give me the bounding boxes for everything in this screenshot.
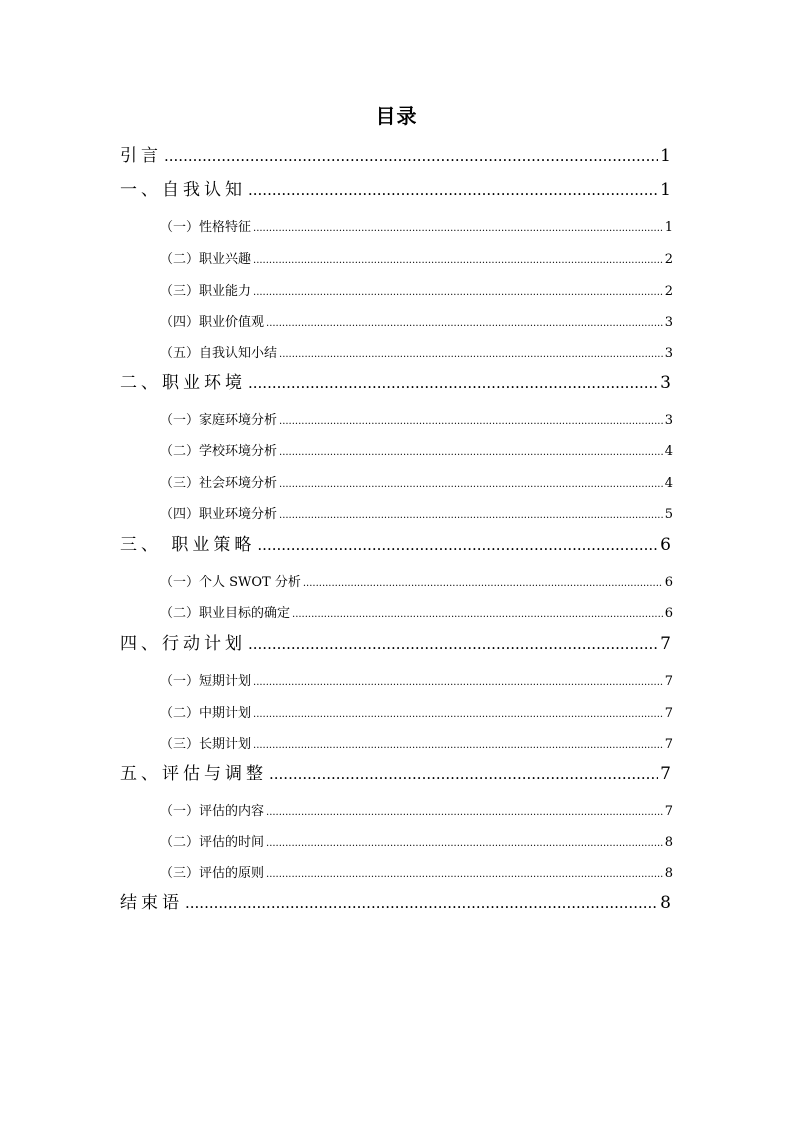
toc-entry-page: 7 bbox=[660, 764, 671, 784]
toc-subentry[interactable] bbox=[160, 831, 673, 850]
toc-dot-leader bbox=[279, 346, 663, 361]
toc-subentry[interactable] bbox=[160, 800, 673, 819]
toc-dot-leader bbox=[266, 866, 663, 881]
toc-subentry[interactable] bbox=[160, 472, 673, 491]
toc-subentry[interactable] bbox=[160, 670, 673, 689]
toc-dot-leader bbox=[266, 835, 663, 850]
toc-entry[interactable] bbox=[120, 368, 671, 393]
toc-entry-label: 引言 bbox=[120, 146, 162, 166]
toc-dot-leader bbox=[253, 706, 663, 721]
toc-entry-label: （一）家庭环境分析 bbox=[160, 413, 278, 428]
toc-dot-leader bbox=[253, 284, 663, 299]
toc-dot-leader bbox=[279, 444, 663, 459]
toc-entry-page: 2 bbox=[664, 284, 673, 299]
toc-entry[interactable] bbox=[120, 530, 671, 555]
toc-entry-label: （四）职业环境分析 bbox=[160, 507, 278, 522]
toc-entry-page: 8 bbox=[660, 893, 671, 913]
toc-dot-leader bbox=[164, 146, 658, 166]
toc-entry-label: （二）学校环境分析 bbox=[160, 444, 278, 459]
toc-subentry[interactable] bbox=[160, 216, 673, 235]
toc-dot-leader bbox=[269, 764, 658, 784]
toc-dot-leader bbox=[248, 180, 658, 200]
toc-subentry[interactable] bbox=[160, 311, 673, 330]
toc-dot-leader bbox=[303, 575, 663, 590]
toc-entry-page: 8 bbox=[664, 835, 673, 850]
toc-subentry[interactable] bbox=[160, 409, 673, 428]
toc-entry-page: 7 bbox=[660, 634, 671, 654]
toc-dot-leader bbox=[185, 893, 658, 913]
toc-entry[interactable] bbox=[120, 175, 671, 200]
toc-entry-label: （一）评估的内容 bbox=[160, 804, 265, 819]
toc-entry[interactable] bbox=[120, 759, 671, 784]
toc-entry-page: 1 bbox=[660, 146, 671, 166]
toc-entry-label: 一、自我认知 bbox=[120, 180, 246, 200]
toc-subentry[interactable] bbox=[160, 503, 673, 522]
toc-entry-page: 2 bbox=[664, 252, 673, 267]
toc-entry[interactable] bbox=[120, 629, 671, 654]
toc-entry-page: 3 bbox=[660, 373, 671, 393]
toc-dot-leader bbox=[248, 634, 658, 654]
toc-entry-label: （五）自我认知小结 bbox=[160, 346, 278, 361]
toc-entry-page: 7 bbox=[664, 706, 673, 721]
toc-dot-leader bbox=[253, 220, 663, 235]
toc-entry-label: （一）个人 SWOT 分析 bbox=[160, 575, 301, 590]
toc-dot-leader bbox=[253, 674, 663, 689]
toc-entry[interactable] bbox=[120, 888, 671, 913]
toc-entry-page: 4 bbox=[664, 444, 673, 459]
toc-dot-leader bbox=[253, 737, 663, 752]
toc-dot-leader bbox=[279, 413, 663, 428]
toc-entry-label: 结束语 bbox=[120, 893, 183, 913]
toc-entry[interactable] bbox=[120, 141, 671, 166]
toc-entry-label: （三）社会环境分析 bbox=[160, 476, 278, 491]
toc-dot-leader bbox=[279, 507, 663, 522]
toc-entry-page: 1 bbox=[664, 220, 673, 235]
toc-entry-label: （三）职业能力 bbox=[160, 284, 252, 299]
toc-dot-leader bbox=[279, 476, 663, 491]
toc-subentry[interactable] bbox=[160, 862, 673, 881]
toc-entry-page: 7 bbox=[664, 737, 673, 752]
toc-entry-page: 6 bbox=[664, 575, 673, 590]
toc-entry-label: （三）评估的原则 bbox=[160, 866, 265, 881]
toc-subentry[interactable] bbox=[160, 702, 673, 721]
toc-entry-page: 7 bbox=[664, 674, 673, 689]
toc-entry-label: 五、评估与调整 bbox=[120, 764, 267, 784]
toc-subentry[interactable] bbox=[160, 248, 673, 267]
toc-dot-leader bbox=[248, 373, 658, 393]
toc-entry-label: （二）职业兴趣 bbox=[160, 252, 252, 267]
toc-entry-page: 6 bbox=[660, 535, 671, 555]
toc-entry-page: 3 bbox=[664, 346, 673, 361]
toc-dot-leader bbox=[253, 252, 663, 267]
toc-entry-label: 三、 职业策略 bbox=[120, 535, 256, 555]
toc-entry-label: （二）职业目标的确定 bbox=[160, 606, 291, 621]
toc-title: 目录 bbox=[375, 104, 418, 128]
toc-entry-label: （二）中期计划 bbox=[160, 706, 252, 721]
toc-entry-page: 5 bbox=[664, 507, 673, 522]
toc-subentry[interactable] bbox=[160, 280, 673, 299]
toc-dot-leader bbox=[292, 606, 663, 621]
toc-entry-page: 8 bbox=[664, 866, 673, 881]
toc-entry-label: （四）职业价值观 bbox=[160, 315, 265, 330]
toc-entry-page: 6 bbox=[664, 606, 673, 621]
toc-entry-label: （三）长期计划 bbox=[160, 737, 252, 752]
toc-subentry[interactable] bbox=[160, 733, 673, 752]
toc-subentry[interactable] bbox=[160, 342, 673, 361]
toc-subentry[interactable] bbox=[160, 571, 673, 590]
toc-entry-page: 3 bbox=[664, 413, 673, 428]
toc-dot-leader bbox=[266, 315, 663, 330]
toc-entry-page: 4 bbox=[664, 476, 673, 491]
toc-entry-label: （一）短期计划 bbox=[160, 674, 252, 689]
toc-entry-page: 7 bbox=[664, 804, 673, 819]
toc-entry-label: （一）性格特征 bbox=[160, 220, 252, 235]
toc-subentry[interactable] bbox=[160, 440, 673, 459]
toc-dot-leader bbox=[257, 535, 658, 555]
toc-entry-page: 3 bbox=[664, 315, 673, 330]
toc-subentry[interactable] bbox=[160, 602, 673, 621]
toc-entry-label: 四、行动计划 bbox=[120, 634, 246, 654]
toc-entry-label: 二、职业环境 bbox=[120, 373, 246, 393]
toc-entry-label: （二）评估的时间 bbox=[160, 835, 265, 850]
toc-dot-leader bbox=[266, 804, 663, 819]
toc-entry-page: 1 bbox=[660, 180, 671, 200]
